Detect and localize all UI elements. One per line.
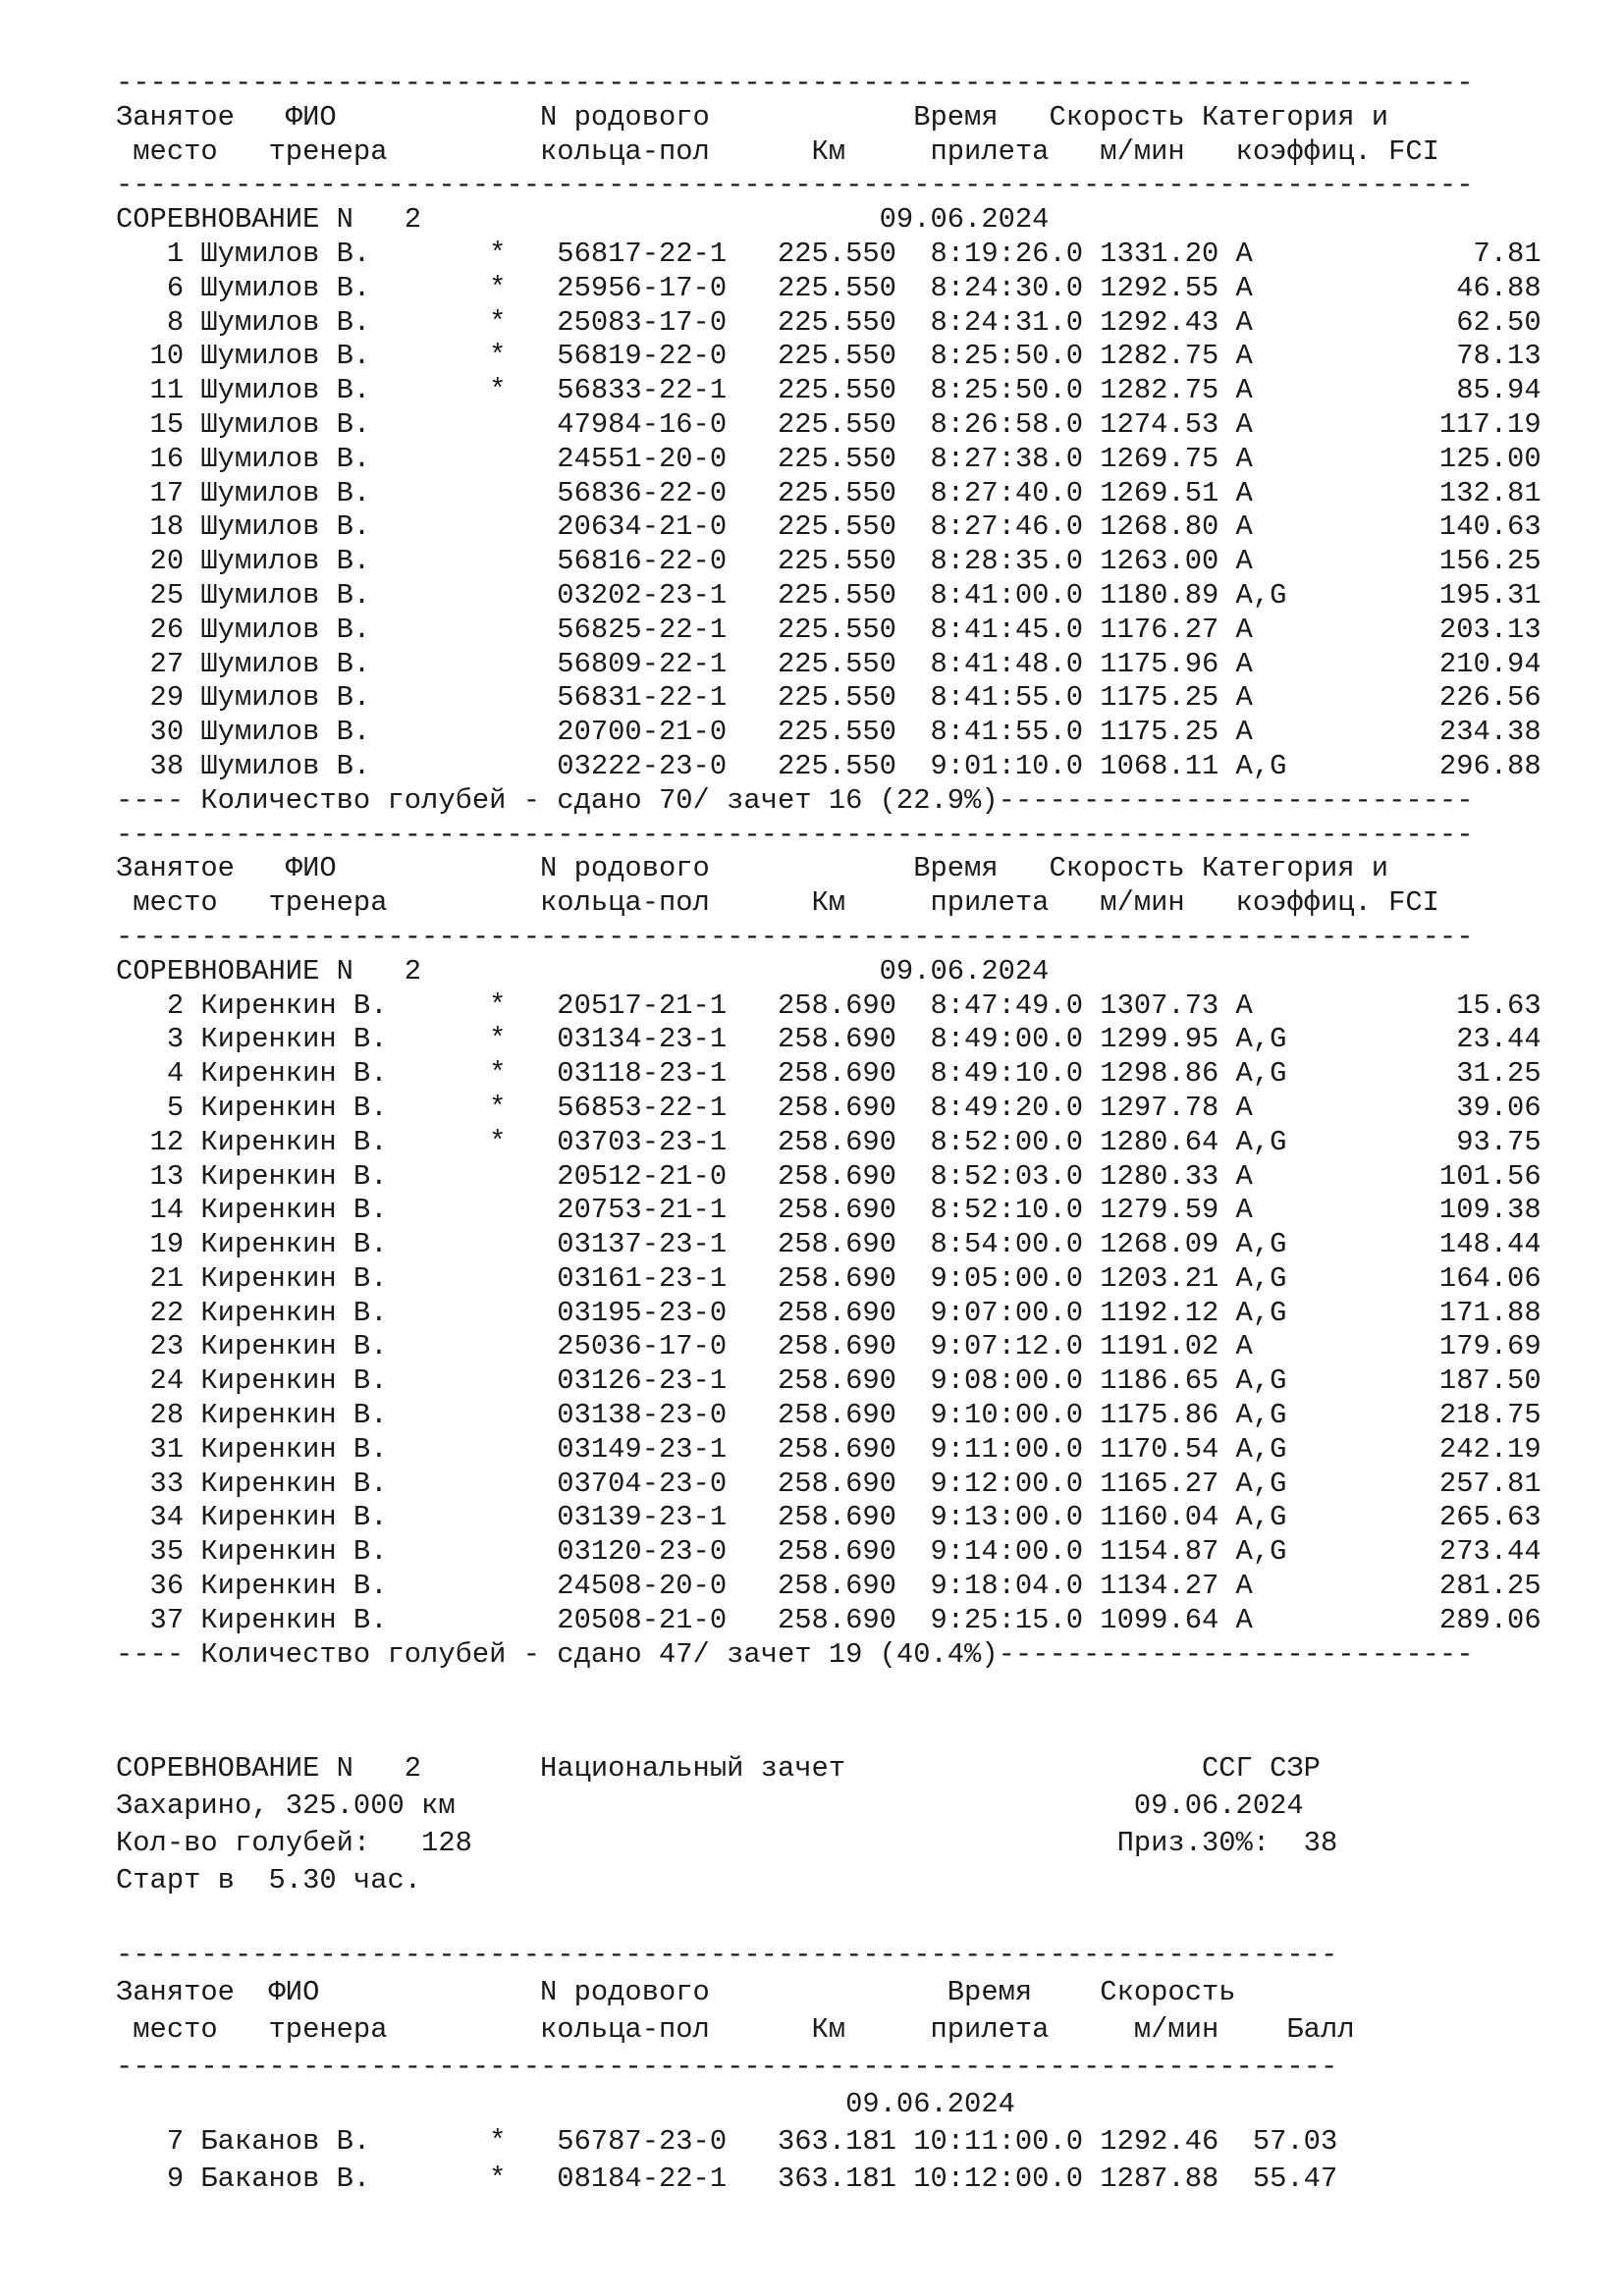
- table-row: 4 Киренкин В. * 03118-23-1 258.690 8:49:10.0 1298.86 A,G 31.25: [116, 1057, 1542, 1091]
- table-row: 20 Шумилов В. 56816-22-0 225.550 8:28:35.0 1263.00 A 156.25: [116, 545, 1542, 578]
- table-row: 31 Киренкин В. 03149-23-1 258.690 9:11:00.0 1170.54 A,G 242.19: [116, 1432, 1542, 1466]
- table-header-line-2: место тренера кольца-пол Км прилета м/мин Балл: [116, 2013, 1355, 2046]
- competition-line: СОРЕВНОВАНИЕ N 2 09.06.2024: [116, 954, 1050, 988]
- table-row: 37 Киренкин В. 20508-21-0 258.690 9:25:15.0 1099.64 A 289.06: [116, 1603, 1542, 1636]
- table-row: 13 Киренкин В. 20512-21-0 258.690 8:52:03.0 1280.33 A 101.56: [116, 1159, 1542, 1193]
- table-row: 26 Шумилов В. 56825-22-1 225.550 8:41:45.0 1176.27 A 203.13: [116, 613, 1542, 646]
- table-row: 7 Баканов В. * 56787-23-0 363.181 10:11:00.0 1292.46 57.03: [116, 2125, 1338, 2158]
- national-location-line: Захарино, 325.000 км 09.06.2024: [116, 1789, 1304, 1822]
- table-row: 29 Шумилов В. 56831-22-1 225.550 8:41:55.0 1175.25 A 226.56: [116, 681, 1542, 715]
- rule-line: --------------------------------------------------------------------------------: [116, 818, 1474, 851]
- table-row: 15 Шумилов В. 47984-16-0 225.550 8:26:58.0 1274.53 A 117.19: [116, 407, 1542, 441]
- table-row: 8 Шумилов В. * 25083-17-0 225.550 8:24:31.0 1292.43 A 62.50: [116, 305, 1542, 339]
- table-row: 36 Киренкин В. 24508-20-0 258.690 9:18:04.0 1134.27 A 281.25: [116, 1570, 1542, 1603]
- table-row: 12 Киренкин В. * 03703-23-1 258.690 8:52:00.0 1280.64 A,G 93.75: [116, 1125, 1542, 1158]
- national-title-line: СОРЕВНОВАНИЕ N 2 Национальный зачет ССГ СЗР: [116, 1752, 1321, 1785]
- table-row: 17 Шумилов В. 56836-22-0 225.550 8:27:40.0 1269.51 A 132.81: [116, 476, 1542, 509]
- competition-line: СОРЕВНОВАНИЕ N 2 09.06.2024: [116, 203, 1050, 237]
- table-row: 23 Киренкин В. 25036-17-0 258.690 9:07:12.0 1191.02 A 179.69: [116, 1330, 1542, 1363]
- national-results-section: [116, 1750, 1355, 2198]
- table-row: 16 Шумилов В. 24551-20-0 225.550 8:27:38.0 1269.75 A 125.00: [116, 442, 1542, 475]
- results-document: [116, 67, 1542, 1672]
- table-row: 38 Шумилов В. 03222-23-0 225.550 9:01:10.0 1068.11 A,G 296.88: [116, 749, 1542, 782]
- table-row: 9 Баканов В. * 08184-22-1 363.181 10:12:00.0 1287.88 55.47: [116, 2163, 1338, 2195]
- date-line: 09.06.2024: [116, 2088, 1015, 2120]
- table-row: 6 Шумилов В. * 25956-17-0 225.550 8:24:30.0 1292.55 A 46.88: [116, 271, 1542, 304]
- table-header-line-1: Занятое ФИО N родового Время Скорость Категория и: [116, 852, 1389, 885]
- table-row: 28 Киренкин В. 03138-23-0 258.690 9:10:00.0 1175.86 A,G 218.75: [116, 1399, 1542, 1432]
- rule-line: ------------------------------------------------------------------------: [116, 1939, 1338, 1971]
- table-row: 33 Киренкин В. 03704-23-0 258.690 9:12:00.0 1165.27 A,G 257.81: [116, 1467, 1542, 1500]
- table-header-line-1: Занятое ФИО N родового Время Скорость: [116, 1976, 1236, 2008]
- summary-line: ---- Количество голубей - сдано 70/ зачет 16 (22.9%)----------------------------: [116, 783, 1474, 817]
- table-row: 35 Киренкин В. 03120-23-0 258.690 9:14:00.0 1154.87 A,G 273.44: [116, 1535, 1542, 1569]
- table-row: 21 Киренкин В. 03161-23-1 258.690 9:05:00.0 1203.21 A,G 164.06: [116, 1261, 1542, 1295]
- rule-line: --------------------------------------------------------------------------------: [116, 169, 1474, 202]
- table-row: 22 Киренкин В. 03195-23-0 258.690 9:07:00.0 1192.12 A,G 171.88: [116, 1296, 1542, 1329]
- table-row: 27 Шумилов В. 56809-22-1 225.550 8:41:48.0 1175.96 A 210.94: [116, 647, 1542, 680]
- table-header-line-2: место тренера кольца-пол Км прилета м/мин коэффиц. FCI: [116, 134, 1439, 168]
- table-row: 18 Шумилов В. 20634-21-0 225.550 8:27:46.0 1268.80 A 140.63: [116, 510, 1542, 544]
- table-row: 3 Киренкин В. * 03134-23-1 258.690 8:49:00.0 1299.95 A,G 23.44: [116, 1023, 1542, 1056]
- table-row: 1 Шумилов В. * 56817-22-1 225.550 8:19:26.0 1331.20 A 7.81: [116, 237, 1542, 270]
- national-count-line: Кол-во голубей: 128 Приз.30%: 38: [116, 1827, 1338, 1859]
- table-row: 5 Киренкин В. * 56853-22-1 258.690 8:49:20.0 1297.78 A 39.06: [116, 1091, 1542, 1124]
- table-row: 11 Шумилов В. * 56833-22-1 225.550 8:25:50.0 1282.75 A 85.94: [116, 374, 1542, 407]
- national-start-line: Старт в 5.30 час.: [116, 1864, 422, 1896]
- table-row: 19 Киренкин В. 03137-23-1 258.690 8:54:00.0 1268.09 A,G 148.44: [116, 1228, 1542, 1261]
- table-row: 10 Шумилов В. * 56819-22-0 225.550 8:25:50.0 1282.75 A 78.13: [116, 340, 1542, 373]
- table-header-line-2: место тренера кольца-пол Км прилета м/мин коэффиц. FCI: [116, 886, 1439, 920]
- table-row: 30 Шумилов В. 20700-21-0 225.550 8:41:55.0 1175.25 A 234.38: [116, 716, 1542, 749]
- table-header-line-1: Занятое ФИО N родового Время Скорость Категория и: [116, 100, 1389, 133]
- summary-line: ---- Количество голубей - сдано 47/ зачет 19 (40.4%)----------------------------: [116, 1637, 1474, 1671]
- table-row: 24 Киренкин В. 03126-23-1 258.690 9:08:00.0 1186.65 A,G 187.50: [116, 1364, 1542, 1398]
- table-row: 34 Киренкин В. 03139-23-1 258.690 9:13:00.0 1160.04 A,G 265.63: [116, 1501, 1542, 1534]
- rule-line: --------------------------------------------------------------------------------: [116, 920, 1474, 953]
- rule-line: ------------------------------------------------------------------------: [116, 2051, 1338, 2083]
- rule-line: --------------------------------------------------------------------------------: [116, 67, 1474, 99]
- table-row: 2 Киренкин В. * 20517-21-1 258.690 8:47:49.0 1307.73 A 15.63: [116, 988, 1542, 1022]
- table-row: 25 Шумилов В. 03202-23-1 225.550 8:41:00.0 1180.89 A,G 195.31: [116, 578, 1542, 612]
- table-row: 14 Киренкин В. 20753-21-1 258.690 8:52:10.0 1279.59 A 109.38: [116, 1194, 1542, 1227]
- spacer: [116, 1899, 1355, 1937]
